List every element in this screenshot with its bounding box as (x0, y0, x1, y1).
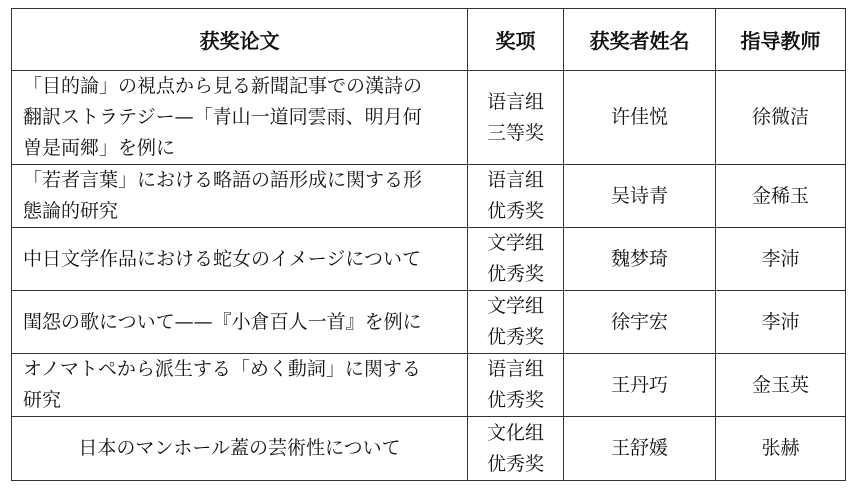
winner-name: 徐宇宏 (564, 291, 716, 354)
paper-title-line: 中日文学作品における蛇女のイメージについて (23, 247, 422, 270)
paper-title-line: 「目的論」の視点から見る新聞記事での漢詩の (23, 75, 423, 97)
paper-title-line: オノマトペから派生する「めく動詞」に関する (23, 358, 421, 380)
paper-title (12, 354, 468, 417)
header-winner: 获奖者姓名 (564, 9, 716, 71)
award-cell (468, 228, 564, 291)
award-group: 文学组 (486, 232, 544, 254)
winner-name: 许佳悦 (564, 71, 716, 165)
advisor-name: 金稀玉 (716, 165, 846, 228)
award-cell (468, 165, 564, 228)
paper-title-line: 日本のマンホール蓋の芸術性について (78, 437, 401, 459)
paper-title-line: 研究 (23, 389, 62, 411)
table-row (12, 71, 846, 165)
table-row (12, 165, 846, 228)
advisor-name: 张赫 (716, 417, 846, 481)
paper-title (12, 71, 468, 165)
award-group: 语言组 (486, 358, 544, 380)
award-cell (468, 291, 564, 354)
advisor-name: 徐微洁 (716, 71, 846, 165)
paper-title-line: 翻訳ストラテジー—「青山一道同雲雨、明月何 (23, 106, 422, 128)
advisor-name: 李沛 (716, 291, 846, 354)
paper-title (12, 417, 468, 481)
paper-title-line: 閨怨の歌について——『小倉百人一首』を例に (23, 310, 422, 333)
award-level: 三等奖 (486, 121, 544, 144)
award-level: 优秀奖 (486, 389, 544, 411)
award-group: 文化组 (486, 421, 544, 444)
paper-title (12, 165, 468, 228)
header-advisor: 指导教师 (716, 9, 846, 71)
table-row (12, 228, 846, 291)
paper-title-line: 態論的研究 (23, 200, 119, 222)
award-group: 文学组 (486, 295, 544, 317)
award-level: 优秀奖 (486, 326, 544, 348)
table-row (12, 417, 846, 481)
award-cell (468, 71, 564, 165)
table-row (12, 354, 846, 417)
winner-name: 吴诗青 (564, 165, 716, 228)
advisor-name: 金玉英 (716, 354, 846, 417)
winner-name: 王丹巧 (564, 354, 716, 417)
table-row (12, 291, 846, 354)
awards-table (11, 8, 846, 481)
header-row (12, 9, 846, 71)
award-group: 语言组 (486, 169, 544, 191)
award-level: 优秀奖 (486, 200, 544, 222)
paper-title (12, 228, 468, 291)
paper-title-line: 曽是両郷」を例に (23, 137, 176, 159)
paper-title (12, 291, 468, 354)
award-group: 语言组 (486, 90, 544, 113)
header-award: 奖项 (468, 9, 564, 71)
award-level: 优秀奖 (486, 263, 544, 285)
header-paper: 获奖论文 (12, 9, 468, 71)
award-level: 优秀奖 (486, 452, 544, 475)
winner-name: 王舒媛 (564, 417, 716, 481)
award-cell (468, 354, 564, 417)
winner-name: 魏梦琦 (564, 228, 716, 291)
award-cell (468, 417, 564, 481)
paper-title-line: 「若者言葉」における略語の語形成に関する形 (23, 169, 423, 191)
advisor-name: 李沛 (716, 228, 846, 291)
